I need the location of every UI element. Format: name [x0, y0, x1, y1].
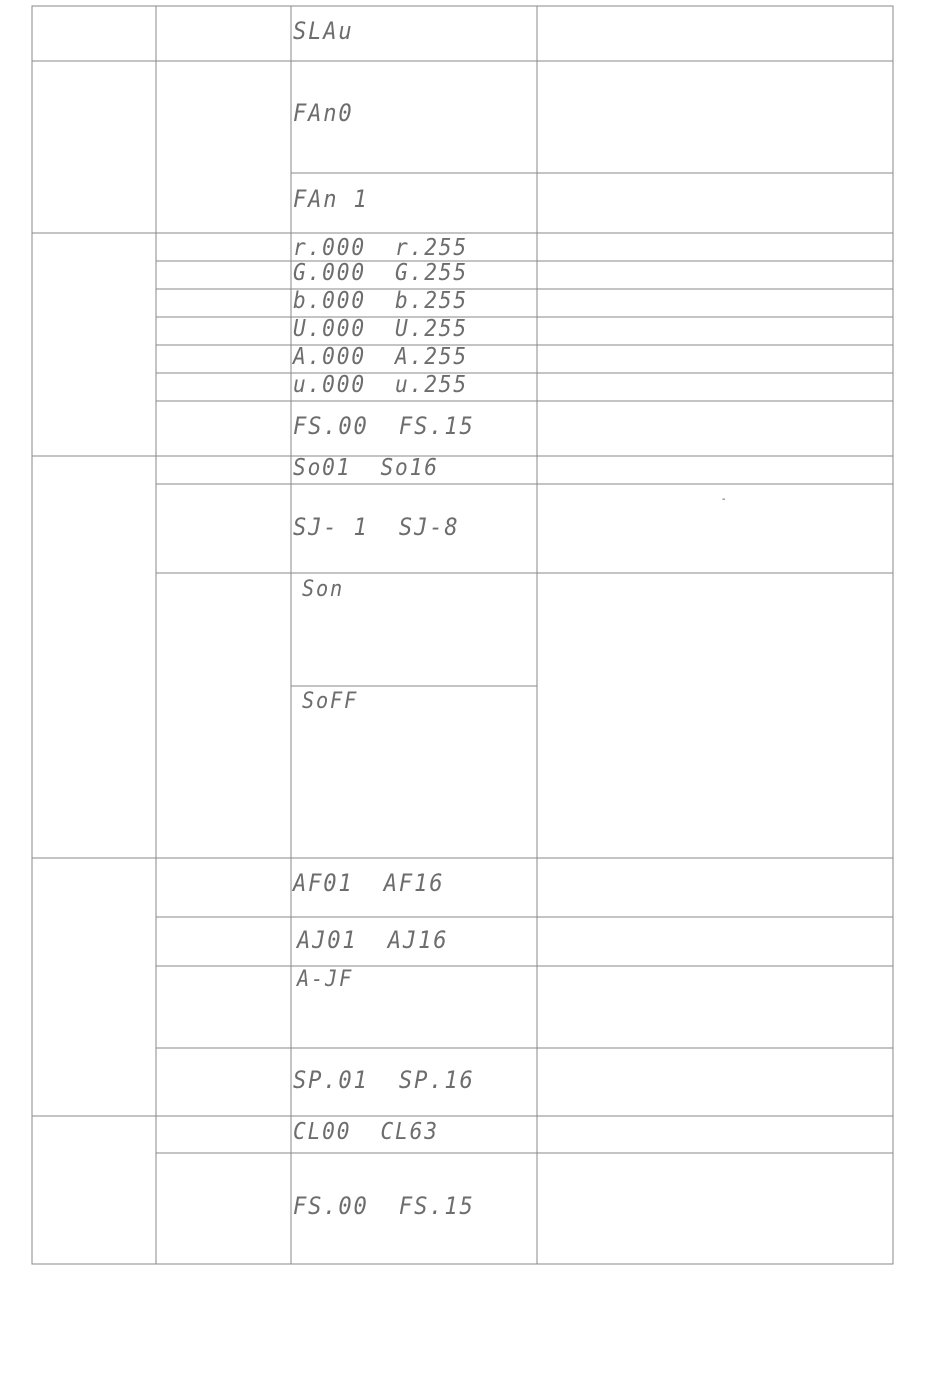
display-code-strobe-2: FS.00 FS.15 [293, 1192, 475, 1220]
description-mark: - [722, 494, 726, 505]
display-code-blue: b.000 b.255 [293, 288, 468, 314]
display-code-slave: SLAu [293, 17, 354, 45]
display-code-sound-jump: SJ- 1 SJ-8 [293, 513, 460, 541]
display-code-red: r.000 r.255 [293, 235, 468, 261]
display-code-auto-fade: AF01 AF16 [293, 869, 445, 897]
display-code-white: U.000 U.255 [293, 316, 468, 342]
display-code-uv: u.000 u.255 [293, 372, 468, 398]
display-code-fan0: FAn0 [293, 99, 354, 127]
display-code-strobe: FS.00 FS.15 [293, 412, 475, 440]
display-code-sound-program: So01 So16 [293, 455, 439, 481]
display-code-auto-jump-fade: A-JF [297, 967, 354, 992]
display-code-sound-on: Son [302, 577, 345, 602]
display-code-fan1: FAn 1 [293, 185, 369, 213]
display-code-green: G.000 G.255 [293, 260, 468, 286]
display-code-color: CL00 CL63 [293, 1119, 439, 1145]
display-code-amber: A.000 A.255 [293, 344, 468, 370]
display-code-speed: SP.01 SP.16 [293, 1066, 475, 1094]
display-code-sound-off: SoFF [302, 689, 359, 714]
display-code-auto-jump: AJ01 AJ16 [297, 926, 449, 954]
